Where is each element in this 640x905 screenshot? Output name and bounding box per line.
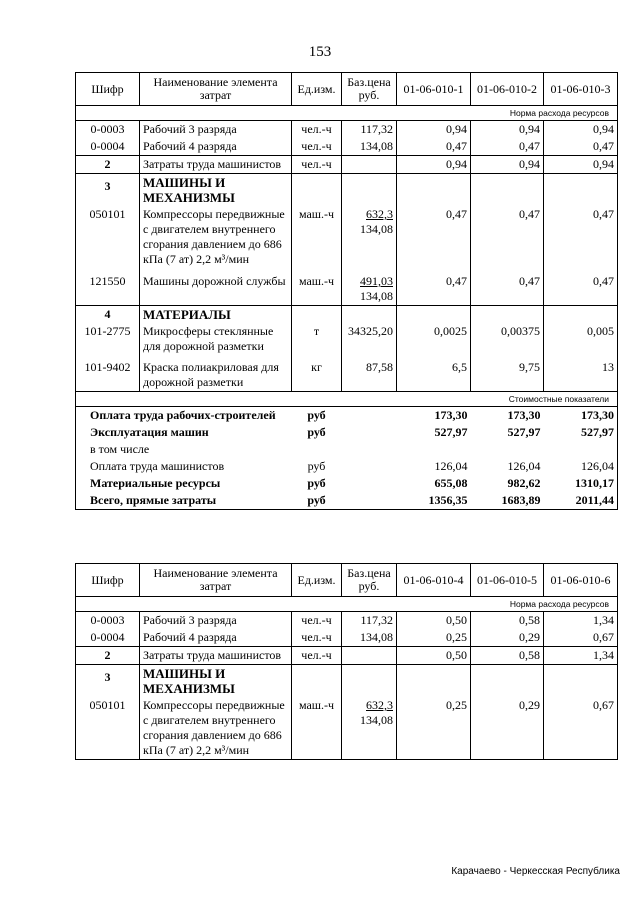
code-header: 01-06-010-6	[544, 564, 618, 597]
value-cell: 6,5	[397, 355, 471, 392]
name-cell: Машины дорожной службы	[140, 268, 292, 306]
value-cell: 0,29	[471, 697, 544, 760]
region-footer: Карачаево - Черкесская Республика	[451, 866, 620, 877]
value-cell: 173,30	[434, 408, 468, 422]
machine-price: 632,3	[366, 698, 393, 712]
unit-cell: маш.-ч	[292, 268, 342, 306]
value-cell: 0,58	[471, 647, 544, 665]
machinist-price: 134,08	[360, 222, 393, 236]
price-cell	[342, 206, 397, 268]
value-cell: 0,47	[471, 206, 544, 268]
code-header: 01-06-010-3	[544, 73, 618, 106]
value-cell: 0,47	[544, 268, 618, 306]
price-cell	[342, 156, 397, 174]
value-cell: 655,08	[434, 476, 468, 490]
cipher-cell: 050101	[76, 697, 140, 760]
code-header: 01-06-010-2	[471, 73, 544, 106]
cipher-cell: 0-0003	[76, 612, 140, 630]
unit-header: Ед.изм.	[292, 73, 342, 106]
value-cell: 0,94	[397, 156, 471, 174]
unit-cell: маш.-ч	[292, 206, 342, 268]
machinist-price: 134,08	[360, 713, 393, 727]
value-cell: 0,47	[471, 138, 544, 156]
value-cell: 0,005	[544, 323, 618, 355]
section-norm-row	[76, 106, 618, 121]
unit-cell: чел.-ч	[292, 156, 342, 174]
table-row	[76, 612, 618, 630]
cipher-cell: 0-0004	[76, 629, 140, 647]
section-cost-row	[76, 392, 618, 407]
table-row	[76, 697, 618, 760]
value-cell: 126,04	[507, 459, 541, 473]
value-cell: 1310,17	[544, 475, 618, 492]
unit-header: Ед.изм.	[292, 564, 342, 597]
cipher-cell: 101-9402	[76, 355, 140, 392]
cipher-header: Шифр	[76, 73, 140, 106]
table-header-row	[76, 564, 618, 597]
table-row	[76, 121, 618, 139]
cipher-header: Шифр	[76, 564, 140, 597]
value-cell: 0,25	[397, 629, 471, 647]
price-cell: 87,58	[342, 355, 397, 392]
total-name-cell: в том числе	[76, 441, 292, 458]
value-cell: 0,47	[397, 206, 471, 268]
total-name-cell: Материальные ресурсы	[76, 475, 292, 492]
code-header: 01-06-010-5	[471, 564, 544, 597]
name-header: Наименование элемента затрат	[140, 73, 292, 106]
unit-cell: руб	[307, 459, 326, 473]
value-cell: 0,47	[397, 138, 471, 156]
unit-cell: кг	[292, 355, 342, 392]
value-cell: 0,50	[397, 647, 471, 665]
table-row	[76, 174, 618, 207]
cipher-cell: 3	[76, 665, 140, 698]
table-row	[76, 355, 618, 392]
value-cell: 0,47	[397, 268, 471, 306]
total-row	[76, 492, 618, 510]
name-cell: Компрессоры передвижные с двигателем внутреннего сгорания давлением до 686 кПа (7 ат) 2,2 м³/мин	[140, 697, 292, 760]
resource-table-1	[75, 72, 618, 510]
code-header: 01-06-010-4	[397, 564, 471, 597]
section-cost-label: Стоимостные показатели	[76, 392, 618, 407]
table-row	[76, 306, 618, 324]
table-row	[76, 647, 618, 665]
price-cell: 117,32	[342, 612, 397, 630]
table-row	[76, 665, 618, 698]
unit-cell: т	[292, 323, 342, 355]
name-cell: Краска полиакриловая для дорожной разметки	[140, 355, 292, 392]
value-cell: 0,47	[471, 268, 544, 306]
value-cell: 0,58	[471, 612, 544, 630]
name-cell: Затраты труда машинистов	[140, 647, 292, 665]
cipher-cell: 0-0003	[76, 121, 140, 139]
price-header: Баз.цена руб.	[342, 564, 397, 597]
value-cell: 173,30	[507, 408, 541, 422]
total-name-cell: Оплата труда машинистов	[76, 458, 292, 475]
machine-price: 632,3	[366, 207, 393, 221]
total-row	[76, 441, 618, 458]
section-norm-label: Норма расхода ресурсов	[76, 597, 618, 612]
value-cell: 1683,89	[471, 492, 544, 510]
value-cell: 982,62	[507, 476, 541, 490]
name-cell: Рабочий 3 разряда	[140, 121, 292, 139]
value-cell: 0,47	[544, 138, 618, 156]
price-cell: 34325,20	[342, 323, 397, 355]
total-row	[76, 475, 618, 492]
total-row	[76, 407, 618, 425]
unit-cell: руб	[292, 492, 342, 510]
value-cell: 173,30	[544, 407, 618, 425]
price-cell: 134,08	[342, 629, 397, 647]
value-cell: 0,94	[471, 156, 544, 174]
value-cell: 126,04	[434, 459, 468, 473]
table-row	[76, 268, 618, 306]
machine-price: 491,03	[360, 274, 393, 288]
section-heading-materials: МАТЕРИАЛЫ	[140, 306, 292, 324]
unit-cell: чел.-ч	[292, 612, 342, 630]
table-header-row	[76, 73, 618, 106]
unit-cell: чел.-ч	[292, 121, 342, 139]
value-cell: 0,00375	[471, 323, 544, 355]
value-cell: 0,25	[397, 697, 471, 760]
resource-table-2	[75, 563, 618, 760]
price-cell: 117,32	[342, 121, 397, 139]
value-cell: 0,67	[544, 629, 618, 647]
section-norm-row	[76, 597, 618, 612]
code-header: 01-06-010-1	[397, 73, 471, 106]
total-name-cell: Всего, прямые затраты	[76, 492, 292, 510]
value-cell: 1356,35	[397, 492, 471, 510]
cipher-cell: 2	[76, 647, 140, 665]
value-cell: 0,47	[544, 206, 618, 268]
name-cell: Микросферы стеклянные для дорожной разметки	[140, 323, 292, 355]
price-header: Баз.цена руб.	[342, 73, 397, 106]
value-cell: 527,97	[434, 425, 468, 439]
section-heading-machines: МАШИНЫ И МЕХАНИЗМЫ	[140, 174, 292, 207]
name-cell: Рабочий 3 разряда	[140, 612, 292, 630]
cipher-cell: 101-2775	[76, 323, 140, 355]
value-cell: 0,94	[471, 121, 544, 139]
price-cell	[342, 268, 397, 306]
cipher-cell: 2	[76, 156, 140, 174]
value-cell: 527,97	[544, 424, 618, 441]
table-row	[76, 156, 618, 174]
total-name-cell: Оплата труда рабочих-строителей	[76, 407, 292, 425]
value-cell: 9,75	[471, 355, 544, 392]
table-row	[76, 206, 618, 268]
value-cell: 0,94	[544, 156, 618, 174]
table-row	[76, 323, 618, 355]
section-norm-label: Норма расхода ресурсов	[76, 106, 618, 121]
value-cell: 1,34	[544, 612, 618, 630]
price-cell	[342, 647, 397, 665]
total-name-cell: Эксплуатация машин	[76, 424, 292, 441]
unit-cell: чел.-ч	[292, 647, 342, 665]
unit-cell: чел.-ч	[292, 138, 342, 156]
name-header: Наименование элемента затрат	[140, 564, 292, 597]
unit-cell: руб	[307, 408, 326, 422]
total-row	[76, 424, 618, 441]
value-cell: 0,94	[397, 121, 471, 139]
table-row	[76, 138, 618, 156]
value-cell: 0,94	[544, 121, 618, 139]
value-cell: 0,67	[544, 697, 618, 760]
total-row	[76, 458, 618, 475]
page-number: 153	[308, 44, 332, 60]
name-cell: Рабочий 4 разряда	[140, 629, 292, 647]
price-cell	[342, 697, 397, 760]
machinist-price: 134,08	[360, 289, 393, 303]
section-heading-machines: МАШИНЫ И МЕХАНИЗМЫ	[140, 665, 292, 698]
value-cell: 527,97	[507, 425, 541, 439]
unit-cell: руб	[307, 476, 326, 490]
cipher-cell: 0-0004	[76, 138, 140, 156]
unit-cell: маш.-ч	[292, 697, 342, 760]
value-cell: 2011,44	[544, 492, 618, 510]
value-cell: 13	[544, 355, 618, 392]
value-cell: 0,50	[397, 612, 471, 630]
cipher-cell: 121550	[76, 268, 140, 306]
name-cell: Затраты труда машинистов	[140, 156, 292, 174]
cipher-cell: 050101	[76, 206, 140, 268]
value-cell: 1,34	[544, 647, 618, 665]
cipher-cell: 4	[76, 306, 140, 324]
unit-cell: чел.-ч	[292, 629, 342, 647]
value-cell: 0,0025	[397, 323, 471, 355]
name-cell: Компрессоры передвижные с двигателем внутреннего сгорания давлением до 686 кПа (7 ат) 2,2 м³/мин	[140, 206, 292, 268]
name-cell: Рабочий 4 разряда	[140, 138, 292, 156]
table-row	[76, 629, 618, 647]
value-cell: 126,04	[544, 458, 618, 475]
unit-cell: руб	[307, 425, 326, 439]
price-cell: 134,08	[342, 138, 397, 156]
value-cell: 0,29	[471, 629, 544, 647]
cipher-cell: 3	[76, 174, 140, 207]
